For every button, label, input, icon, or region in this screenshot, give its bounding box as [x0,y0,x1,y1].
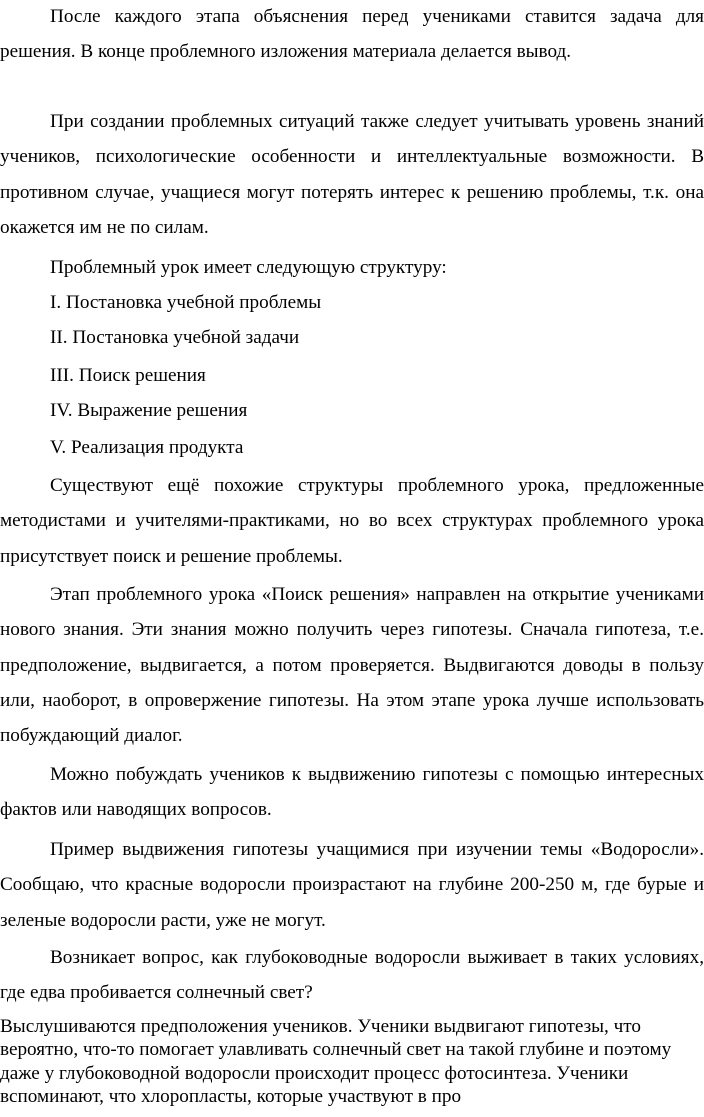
list-item-2: II. Постановка учебной задачи [50,327,300,348]
paragraph-8: Возникает вопрос, как глубоководные водоросли выживает в таких условиях, где едва пробивается солнечный свет? [0,947,704,1004]
list-item-5: V. Реализация продукта [50,437,244,458]
list-item-3: III. Поиск решения [50,365,206,386]
paragraph-9: Выслушиваются предположения учеников. Ученики выдвигают гипотезы, что вероятно, что-то помогает улавливать солнечный свет на такой глубине и поэтому даже у глубоководной водоросли происходит процесс фотосинтеза. Ученики вспоминают, что хлоропласты, которые участвуют в про [0,1016,672,1107]
paragraph-6: Можно побуждать учеников к выдвижению гипотезы с помощью интересных фактов или наводящих вопросов. [0,764,704,821]
paragraph-3: Проблемный урок имеет следующую структуру: [50,257,447,278]
paragraph-2: При создании проблемных ситуаций также следует учитывать уровень знаний учеников, психологические особенности и интеллектуальные возможности. В противном случае, учащиеся могут потерять интерес к решению проблемы, т.к. она окажется им не по силам. [0,111,704,238]
list-item-1: I. Постановка учебной проблемы [50,292,322,313]
paragraph-1: После каждого этапа объяснения перед учениками ставится задача для решения. В конце проблемного изложения материала делается вывод. [0,6,704,63]
paragraph-5: Этап проблемного урока «Поиск решения» направлен на открытие учениками нового знания. Эти знания можно получить через гипотезы. Сначала гипотеза, т.е. предположение, выдвигается, а потом проверяется. Выдвигаются доводы в пользу или, наоборот, в опровержение гипотезы. На этом этапе урока лучше использовать побуждающий диалог. [0,584,704,747]
paragraph-7: Пример выдвижения гипотезы учащимися при изучении темы «Водоросли». Сообщаю, что красные водоросли произрастают на глубине 200-250 м, где бурые и зеленые водоросли расти, уже не могут. [0,839,704,931]
paragraph-4: Существуют ещё похожие структуры проблемного урока, предложенные методистами и учителями-практиками, но во всех структурах проблемного урока присутствует поиск и решение проблемы. [0,475,704,567]
list-item-4: IV. Выражение решения [50,400,248,421]
